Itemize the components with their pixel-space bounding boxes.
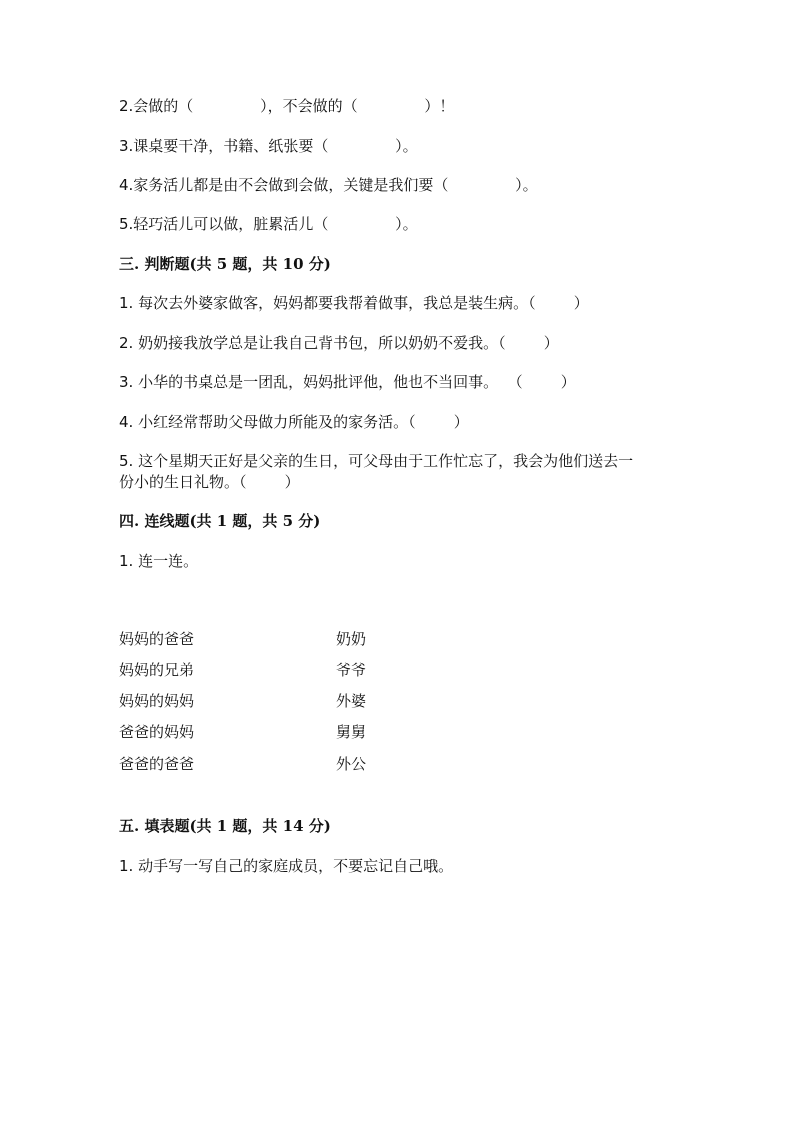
match-left-item-1: 妈妈的爸爸 xyxy=(119,630,195,648)
fill-blank-item-4: 4.家务活儿都是由不会做到会做，关键是我们要（ ）。 xyxy=(119,176,538,194)
judgment-item-1: 1. 每次去外婆家做客，妈妈都要我帮着做事，我总是装生病。（ ） xyxy=(119,294,589,312)
match-right-item-5: 外公 xyxy=(336,755,367,773)
fill-blank-item-3: 3.课桌要干净，书籍、纸张要（ ）。 xyxy=(119,137,418,155)
match-left-item-4: 爸爸的妈妈 xyxy=(119,723,195,741)
match-right-item-2: 爷爷 xyxy=(336,661,367,679)
matching-question: 1. 连一连。 xyxy=(119,552,199,570)
match-left-item-5: 爸爸的爸爸 xyxy=(119,755,195,773)
section-heading-table: 五. 填表题(共 1 题，共 14 分) xyxy=(119,817,331,835)
section-heading-judgment: 三. 判断题(共 5 题，共 10 分) xyxy=(119,255,331,273)
fill-blank-item-5: 5.轻巧活儿可以做，脏累活儿（ ）。 xyxy=(119,215,418,233)
judgment-item-5-line1: 5. 这个星期天正好是父亲的生日，可父母由于工作忙忘了，我会为他们送去一 xyxy=(119,452,634,470)
judgment-item-2: 2. 奶奶接我放学总是让我自己背书包，所以奶奶不爱我。（ ） xyxy=(119,334,559,352)
judgment-item-5-line2: 份小的生日礼物。（ ） xyxy=(119,473,300,491)
match-left-item-3: 妈妈的妈妈 xyxy=(119,692,195,710)
match-right-item-1: 奶奶 xyxy=(336,630,367,648)
section-heading-matching: 四. 连线题(共 1 题，共 5 分) xyxy=(119,512,321,530)
fill-blank-item-2: 2.会做的（ ），不会做的（ ）！ xyxy=(119,97,455,115)
match-left-item-2: 妈妈的兄弟 xyxy=(119,661,195,679)
match-right-item-4: 舅舅 xyxy=(336,723,367,741)
judgment-item-3: 3. 小华的书桌总是一团乱，妈妈批评他，他也不当回事。 （ ） xyxy=(119,373,576,391)
judgment-item-4: 4. 小红经常帮助父母做力所能及的家务活。（ ） xyxy=(119,413,469,431)
table-question: 1. 动手写一写自己的家庭成员，不要忘记自己哦。 xyxy=(119,857,454,875)
match-right-item-3: 外婆 xyxy=(336,692,367,710)
